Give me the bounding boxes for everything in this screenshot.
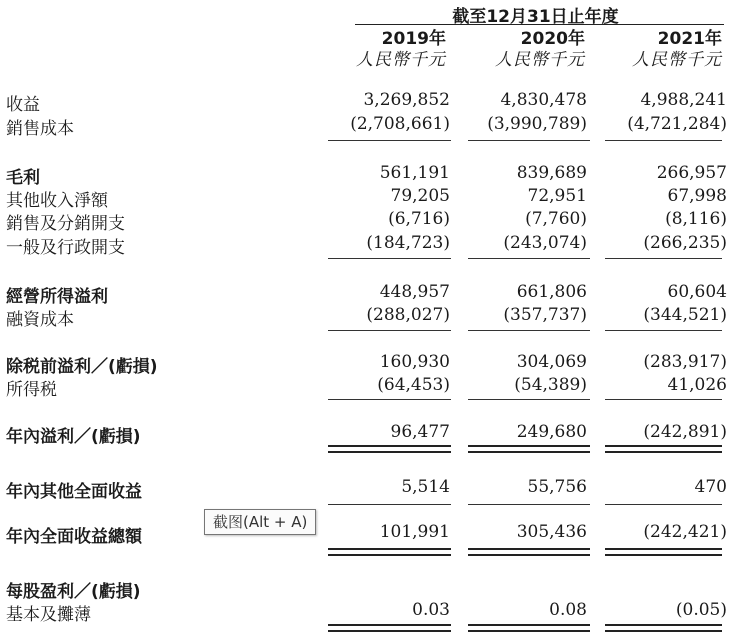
row-value-2019: 79,205	[390, 186, 450, 206]
total-double-rule	[605, 548, 722, 556]
subtotal-rule	[468, 140, 590, 141]
subtotal-rule	[328, 504, 451, 505]
unit-2020: 人民幣千元	[495, 50, 585, 70]
row-value-2021: (266,235)	[643, 233, 727, 253]
row-value-2019: 101,991	[379, 522, 450, 542]
row-label: 基本及攤薄	[6, 605, 91, 625]
subtotal-rule	[328, 330, 451, 331]
row-value-2019: (6,716)	[388, 209, 450, 229]
row-value-2019: 561,191	[379, 163, 450, 183]
row-label: 毛利	[6, 168, 40, 188]
row-label: 收益	[6, 95, 40, 115]
screenshot-tooltip: 截图(Alt + A)	[204, 509, 316, 535]
row-value-2019: 160,930	[379, 352, 450, 372]
row-value-2020: 304,069	[516, 352, 587, 372]
row-value-2020: (357,737)	[503, 305, 587, 325]
total-double-rule	[468, 624, 590, 632]
row-label: 其他收入淨額	[6, 191, 108, 211]
total-double-rule	[468, 548, 590, 556]
row-value-2020: (243,074)	[503, 233, 587, 253]
row-label: 年內溢利／(虧損)	[6, 427, 141, 447]
row-value-2019: 96,477	[390, 422, 450, 442]
subtotal-rule	[605, 399, 722, 400]
row-label: 每股盈利／(虧損)	[6, 582, 141, 602]
subtotal-rule	[605, 140, 722, 141]
row-value-2021: (0.05)	[675, 600, 727, 620]
row-label: 年內其他全面收益	[6, 482, 142, 502]
row-label: 經營所得溢利	[6, 287, 108, 307]
row-value-2019: (64,453)	[377, 375, 450, 395]
row-value-2020: (54,389)	[514, 375, 587, 395]
row-value-2020: 72,951	[527, 186, 587, 206]
subtotal-rule	[328, 258, 451, 259]
row-value-2019: 0.03	[412, 600, 450, 620]
row-value-2021: 41,026	[667, 375, 727, 395]
total-double-rule	[328, 624, 451, 632]
row-value-2020: 661,806	[516, 282, 587, 302]
row-value-2020: (3,990,789)	[487, 114, 587, 134]
subtotal-rule	[328, 399, 451, 400]
row-label: 年內全面收益總額	[6, 527, 142, 547]
row-label: 一般及行政開支	[6, 238, 125, 258]
subtotal-rule	[468, 504, 590, 505]
year-2020: 2020年	[520, 29, 585, 49]
row-value-2021: (242,891)	[643, 422, 727, 442]
row-value-2019: (288,027)	[366, 305, 450, 325]
total-double-rule	[605, 445, 722, 453]
row-value-2021: 4,988,241	[640, 90, 727, 110]
row-label: 所得税	[6, 380, 57, 400]
row-label: 銷售及分銷開支	[6, 214, 125, 234]
row-value-2019: 5,514	[401, 477, 450, 497]
period-header: 截至12月31日止年度	[452, 7, 619, 27]
subtotal-rule	[605, 504, 722, 505]
subtotal-rule	[468, 399, 590, 400]
row-value-2019: 448,957	[379, 282, 450, 302]
row-value-2020: 0.08	[549, 600, 587, 620]
total-double-rule	[328, 445, 451, 453]
row-value-2019: 3,269,852	[363, 90, 450, 110]
subtotal-rule	[605, 330, 722, 331]
subtotal-rule	[328, 140, 451, 141]
row-value-2020: 249,680	[516, 422, 587, 442]
subtotal-rule	[605, 258, 722, 259]
total-double-rule	[468, 445, 590, 453]
subtotal-rule	[468, 330, 590, 331]
row-value-2019: (2,708,661)	[350, 114, 450, 134]
row-value-2020: 55,756	[527, 477, 587, 497]
year-2021: 2021年	[657, 29, 722, 49]
row-value-2019: (184,723)	[366, 233, 450, 253]
row-value-2021: 266,957	[656, 163, 727, 183]
total-double-rule	[328, 548, 451, 556]
year-2019: 2019年	[381, 29, 446, 49]
row-label: 除税前溢利／(虧損)	[6, 357, 158, 377]
subtotal-rule	[468, 258, 590, 259]
row-value-2021: 470	[694, 477, 727, 497]
total-double-rule	[605, 624, 722, 632]
row-value-2021: (242,421)	[643, 522, 727, 542]
row-value-2021: (344,521)	[643, 305, 727, 325]
row-label: 融資成本	[6, 310, 74, 330]
row-value-2020: 839,689	[516, 163, 587, 183]
row-value-2021: (4,721,284)	[627, 114, 727, 134]
row-value-2021: 67,998	[667, 186, 727, 206]
row-value-2021: 60,604	[667, 282, 727, 302]
unit-2021: 人民幣千元	[632, 50, 722, 70]
row-value-2020: 4,830,478	[500, 90, 587, 110]
row-value-2020: 305,436	[516, 522, 587, 542]
unit-2019: 人民幣千元	[356, 50, 446, 70]
row-value-2021: (283,917)	[643, 352, 727, 372]
row-value-2020: (7,760)	[525, 209, 587, 229]
row-label: 銷售成本	[6, 119, 74, 139]
row-value-2021: (8,116)	[665, 209, 727, 229]
